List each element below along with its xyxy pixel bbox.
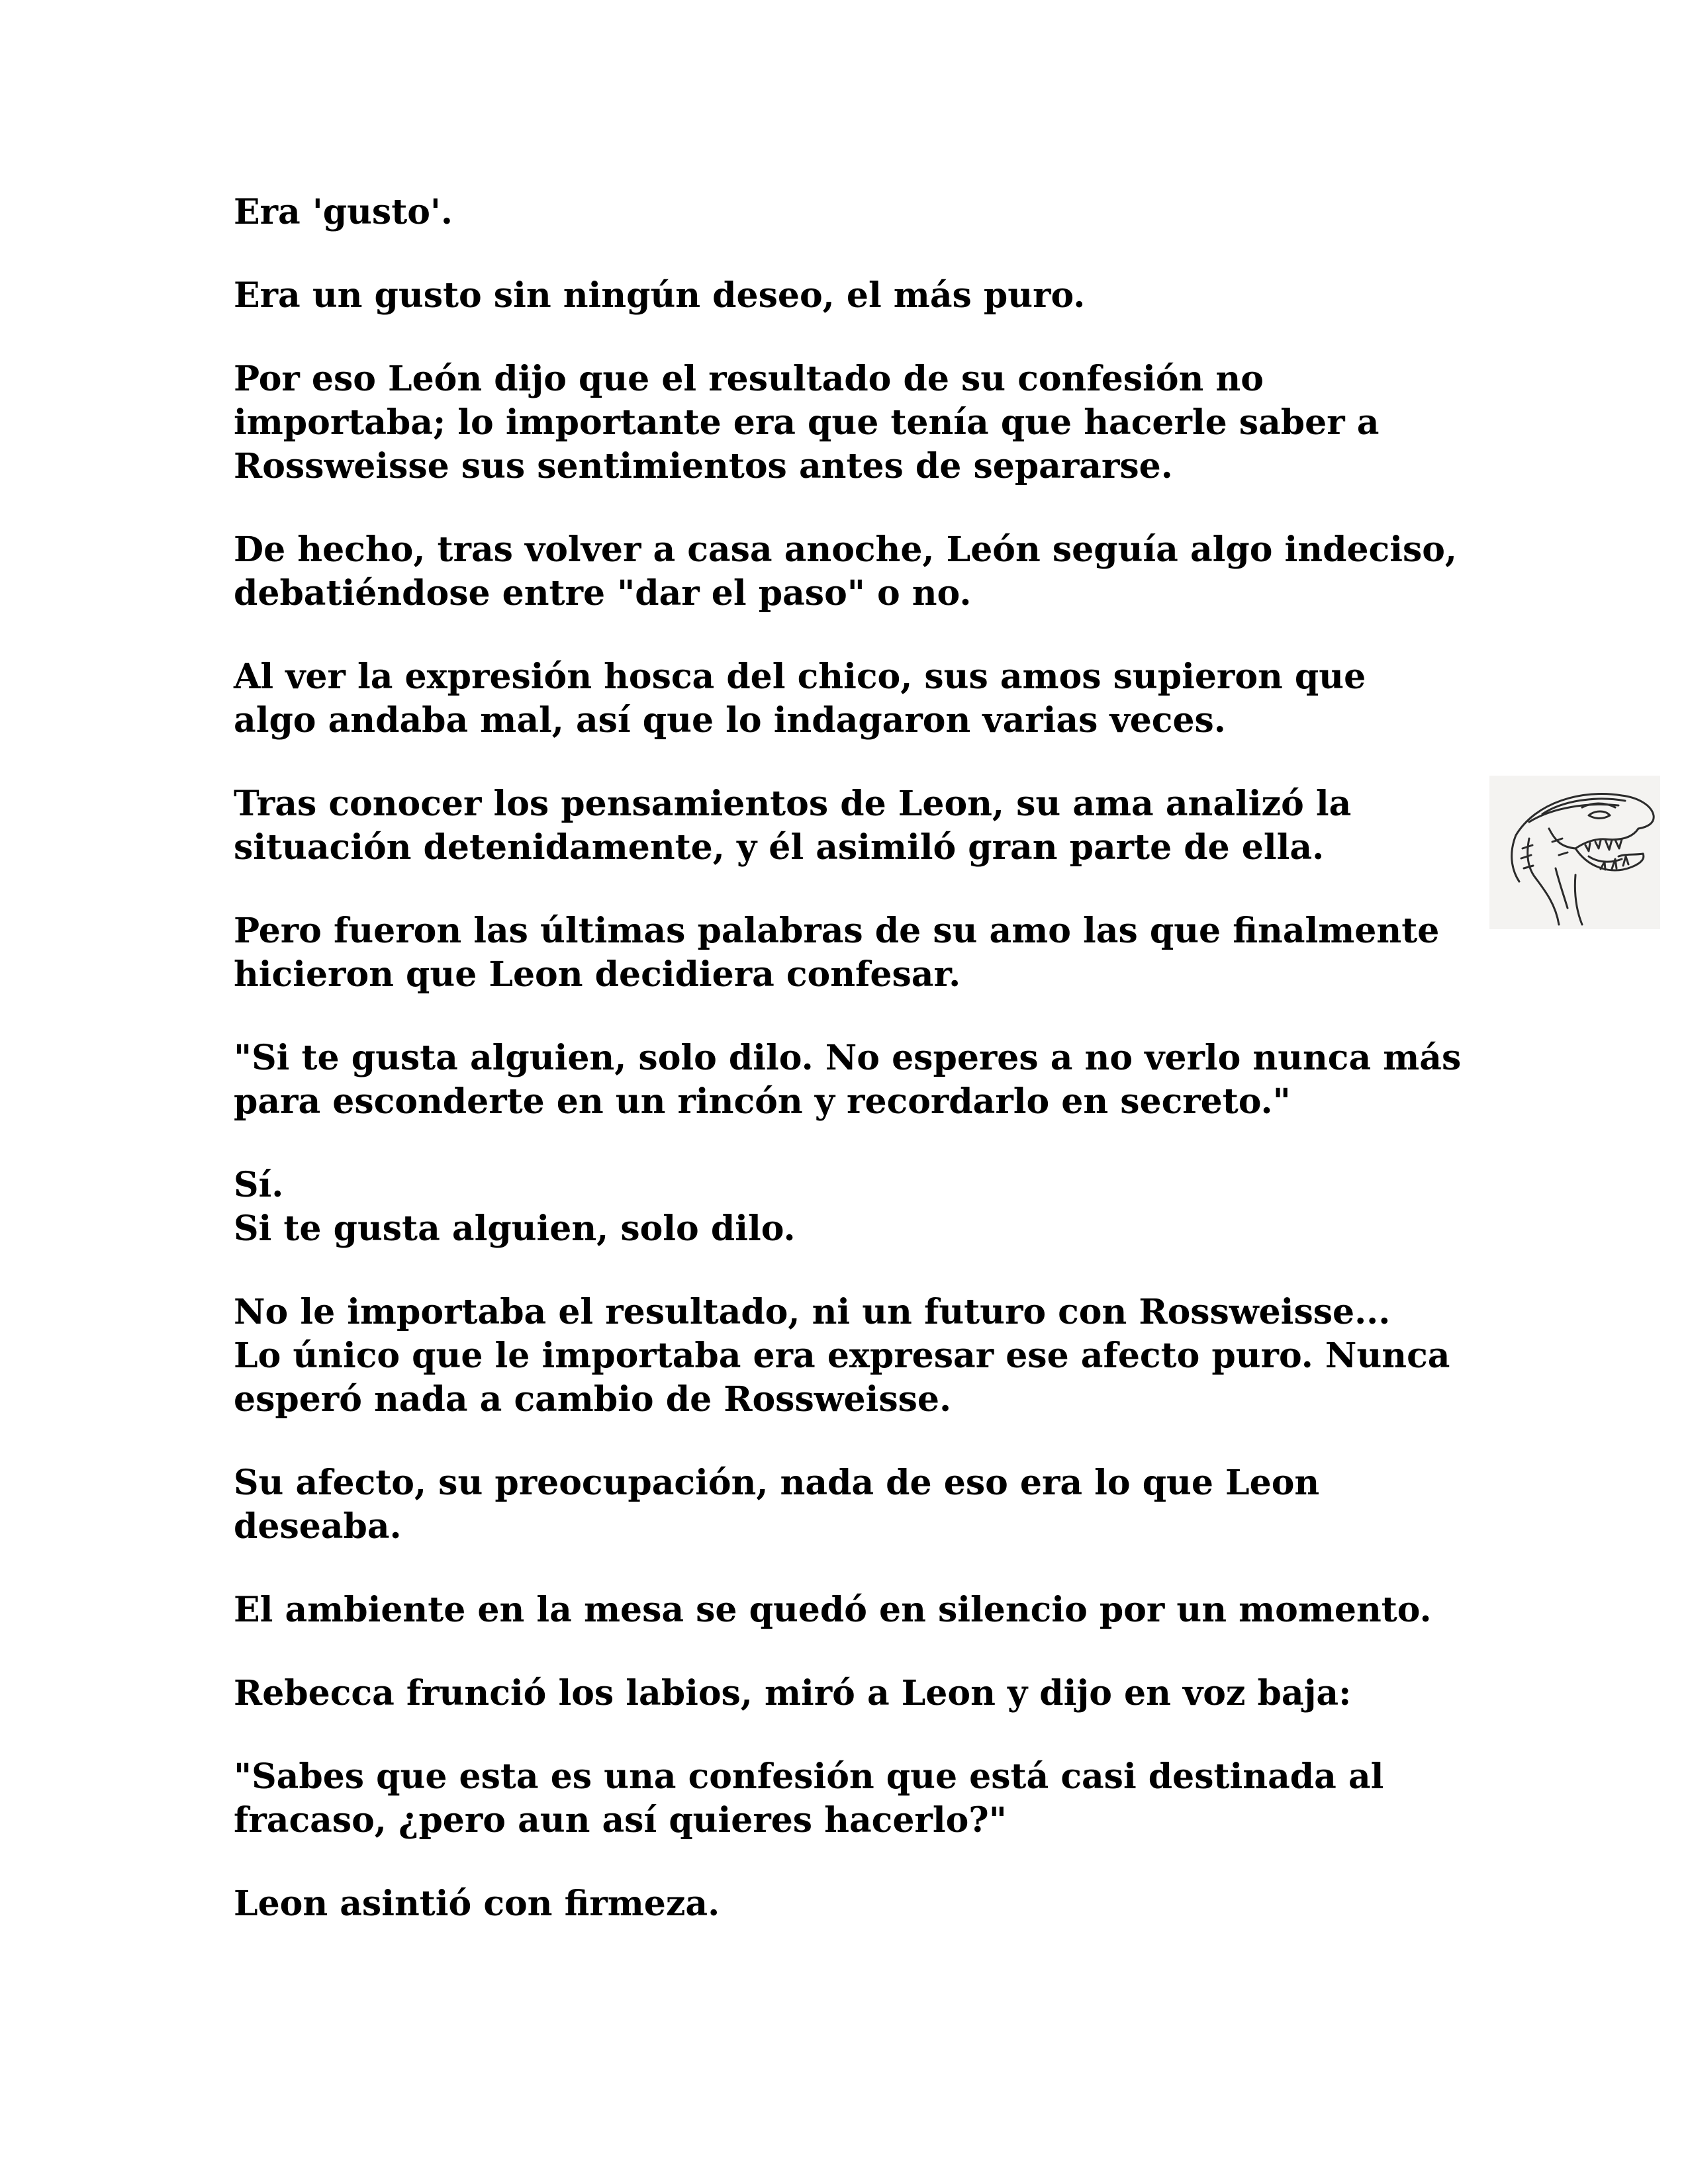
text-line: Si te gusta alguien, solo dilo. (234, 1208, 796, 1249)
text-line: Leon asintió con firmeza. (234, 1884, 720, 1924)
text-line: Rossweisse sus sentimientos antes de separarse. (234, 446, 1173, 486)
text-body (234, 191, 1491, 1966)
text-line: fracaso, ¿pero aun así quieres hacerlo?" (234, 1800, 1007, 1841)
dinosaur-head-sketch-icon (1489, 776, 1660, 929)
paragraph (234, 1882, 1491, 1926)
text-line: esperó nada a cambio de Rossweisse. (234, 1379, 952, 1420)
text-line: situación detenidamente, y él asimiló gran parte de ella. (234, 827, 1325, 868)
text-line: El ambiente en la mesa se quedó en silencio por un momento. (234, 1590, 1432, 1630)
paragraph (234, 1036, 1491, 1124)
text-line: Al ver la expresión hosca del chico, sus amos supieron que (234, 657, 1366, 697)
paragraph (234, 655, 1491, 743)
paragraph (234, 909, 1491, 997)
text-line: para esconderte en un rincón y recordarlo en secreto." (234, 1081, 1291, 1122)
text-line: Tras conocer los pensamientos de Leon, su ama analizó la (234, 784, 1352, 824)
paragraph (234, 528, 1491, 615)
paragraph (234, 1755, 1491, 1843)
text-line: Su afecto, su preocupación, nada de eso era lo que Leon (234, 1463, 1320, 1503)
text-line: Era 'gusto'. (234, 192, 453, 232)
text-line: Sí. (234, 1165, 284, 1205)
text-line: Era un gusto sin ningún deseo, el más puro. (234, 275, 1086, 316)
text-line: algo andaba mal, así que lo indagaron varias veces. (234, 700, 1226, 741)
paragraph (234, 1588, 1491, 1632)
paragraph (234, 1672, 1491, 1715)
text-line: "Sabes que esta es una confesión que está casi destinada al (234, 1756, 1384, 1797)
text-line: De hecho, tras volver a casa anoche, León seguía algo indeciso, (234, 529, 1458, 570)
paragraph (234, 1461, 1491, 1549)
paragraph (234, 191, 1491, 234)
paragraph (234, 782, 1491, 870)
paragraph (234, 1291, 1491, 1422)
paragraph (234, 274, 1491, 318)
text-line: deseaba. (234, 1506, 402, 1547)
text-line: No le importaba el resultado, ni un futuro con Rossweisse... (234, 1292, 1391, 1332)
paragraph (234, 357, 1491, 488)
text-line: debatiéndose entre "dar el paso" o no. (234, 573, 972, 614)
text-line: Rebecca frunció los labios, miró a Leon y dijo en voz baja: (234, 1673, 1352, 1713)
text-line: Pero fueron las últimas palabras de su amo las que finalmente (234, 911, 1440, 951)
text-line: "Si te gusta alguien, solo dilo. No esperes a no verlo nunca más (234, 1038, 1462, 1078)
paragraph (234, 1163, 1491, 1251)
text-line: hicieron que Leon decidiera confesar. (234, 954, 961, 995)
text-line: importaba; lo importante era que tenía que hacerle saber a (234, 402, 1380, 443)
text-line: Lo único que le importaba era expresar ese afecto puro. Nunca (234, 1336, 1450, 1376)
text-line: Por eso León dijo que el resultado de su confesión no (234, 359, 1264, 399)
